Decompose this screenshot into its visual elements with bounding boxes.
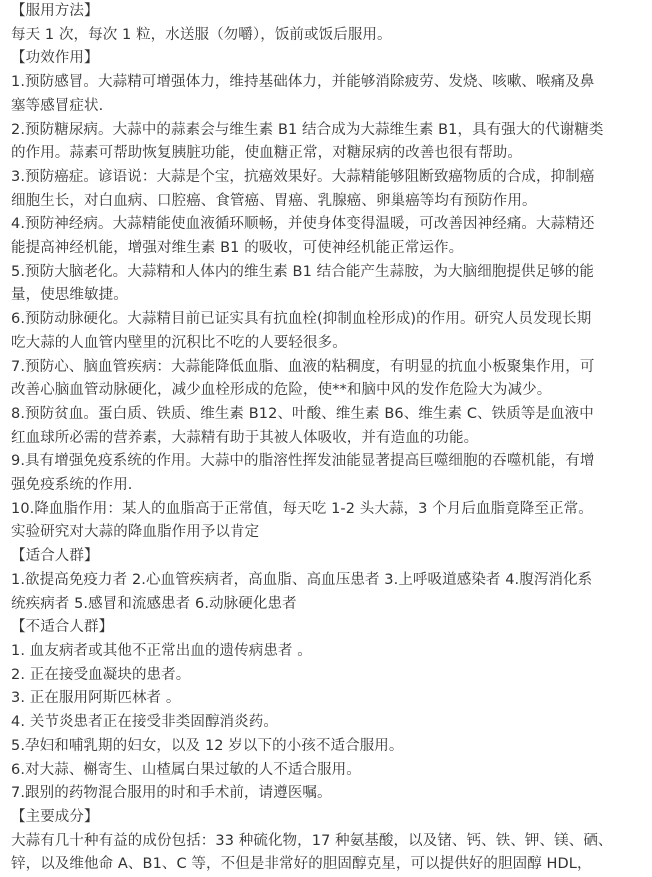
text-line: 3.预防癌症。谚语说：大蒜是个宝，抗癌效果好。大蒜精能够阻断致癌物质的合成，抑制癌: [11, 168, 595, 185]
text-line: 10.降血脂作用：某人的血脂高于正常值，每天吃 1-2 头大蒜，3 个月后血脂竟降至正常。: [11, 500, 593, 517]
text-line: 强免疫系统的作用.: [11, 477, 133, 494]
text-line: 3. 正在服用阿斯匹林者 。: [11, 690, 181, 707]
text-line: 红血球所必需的营养素，大蒜精有助于其被人体吸收，并有造血的功能。: [11, 429, 479, 446]
text-line: 2. 正在接受血凝块的患者。: [11, 666, 191, 683]
text-line: 5.孕妇和哺乳期的妇女，以及 12 岁以下的小孩不适合服用。: [11, 737, 404, 754]
text-line: 5.预防大脑老化。大蒜精和人体内的维生素 B1 结合能产生蒜胺，为大脑细胞提供足够的能: [11, 263, 595, 280]
text-line: 塞等感冒症状.: [11, 97, 104, 114]
section-heading: 【功效作用】: [11, 50, 99, 67]
text-line: 统疾病者 5.感冒和流感患者 6.动脉硬化患者: [11, 595, 297, 612]
section: [11, 616, 652, 806]
section: [11, 545, 652, 616]
text-line: 实验研究对大蒜的降血脂作用予以肯定: [11, 524, 260, 541]
text-line: 6.预防动脉硬化。大蒜精目前已证实具有抗血栓(抑制血栓形成)的作用。研究人员发现长期: [11, 311, 592, 328]
text-line: 1.欲提高免疫力者 2.心血管疾病者，高血脂、高血压患者 3.上呼吸道感染者 4.腹泻消化系: [11, 571, 593, 588]
section: [11, 0, 652, 47]
text-line: 6.对大蒜、槲寄生、山楂属白果过敏的人不适合服用。: [11, 761, 361, 778]
section: [11, 806, 652, 877]
text-line: 7.跟别的药物混合服用的时和手术前，请遵医嘱。: [11, 785, 332, 802]
section-heading: 【适合人群】: [11, 548, 99, 565]
text-line: 1.预防感冒。大蒜精可增强体力，维持基础体力，并能够消除疲劳、发烧、咳嗽、喉痛及鼻: [11, 74, 595, 91]
text-line: 改善心脑血管动脉硬化，减少血栓形成的危险，使**和脑中风的发作危险大为减少。: [11, 382, 552, 399]
text-line: 4. 关节炎患者正在接受非类固醇消炎药。: [11, 714, 278, 731]
text-line: 锌，以及维他命 A、B1、C 等，不但是非常好的胆固醇克星，可以提供好的胆固醇 HDL，: [11, 856, 592, 873]
text-line: 8.预防贫血。蛋白质、铁质、维生素 B12、叶酸、维生素 B6、维生素 C、铁质等是血液中: [11, 405, 594, 422]
text-line: 2.预防糖尿病。大蒜中的蒜素会与维生素 B1 结合成为大蒜维生素 B1，具有强大的代谢糖类: [11, 121, 604, 138]
text-line: 1. 血友病者或其他不正常出血的遗传病患者 。: [11, 642, 312, 659]
text-line: 4.预防神经病。大蒜精能使血液循环顺畅，并使身体变得温暖，可改善因神经痛。大蒜精还: [11, 216, 595, 233]
text-line: 量，使思维敏捷。: [11, 287, 128, 304]
text-line: 能提高神经机能，增强对维生素 B1 的吸收，可使神经机能正常运作。: [11, 240, 464, 257]
section-heading: 【不适合人群】: [11, 619, 114, 636]
section: [11, 47, 652, 545]
text-line: 9.具有增强免疫系统的作用。大蒜中的脂溶性挥发油能显著提高巨噬细胞的吞噬机能，有增: [11, 453, 595, 470]
text-line: 每天 1 次，每次 1 粒，水送服（勿嚼），饭前或饭后服用。: [11, 26, 392, 43]
text-line: 7.预防心、脑血管疾病：大蒜能降低血脂、血液的粘稠度，有明显的抗血小板聚集作用，可: [11, 358, 595, 375]
text-line: 吃大蒜的人血管内壁里的沉积比不吃的人要轻很多。: [11, 334, 347, 351]
text-line: 的作用。蒜素可帮助恢复胰脏功能，使血糖正常，对糖尿病的改善也很有帮助。: [11, 145, 522, 162]
text-line: 大蒜有几十种有益的成份包括：33 种硫化物，17 种氨基酸，以及锗、钙、铁、钾、镁、硒、: [11, 832, 613, 849]
text-line: 细胞生长，对白血病、口腔癌、食管癌、胃癌、乳腺癌、卵巢癌等均有预防作用。: [11, 192, 537, 209]
section-heading: 【服用方法】: [11, 3, 99, 19]
section-heading: 【主要成分】: [11, 808, 99, 825]
